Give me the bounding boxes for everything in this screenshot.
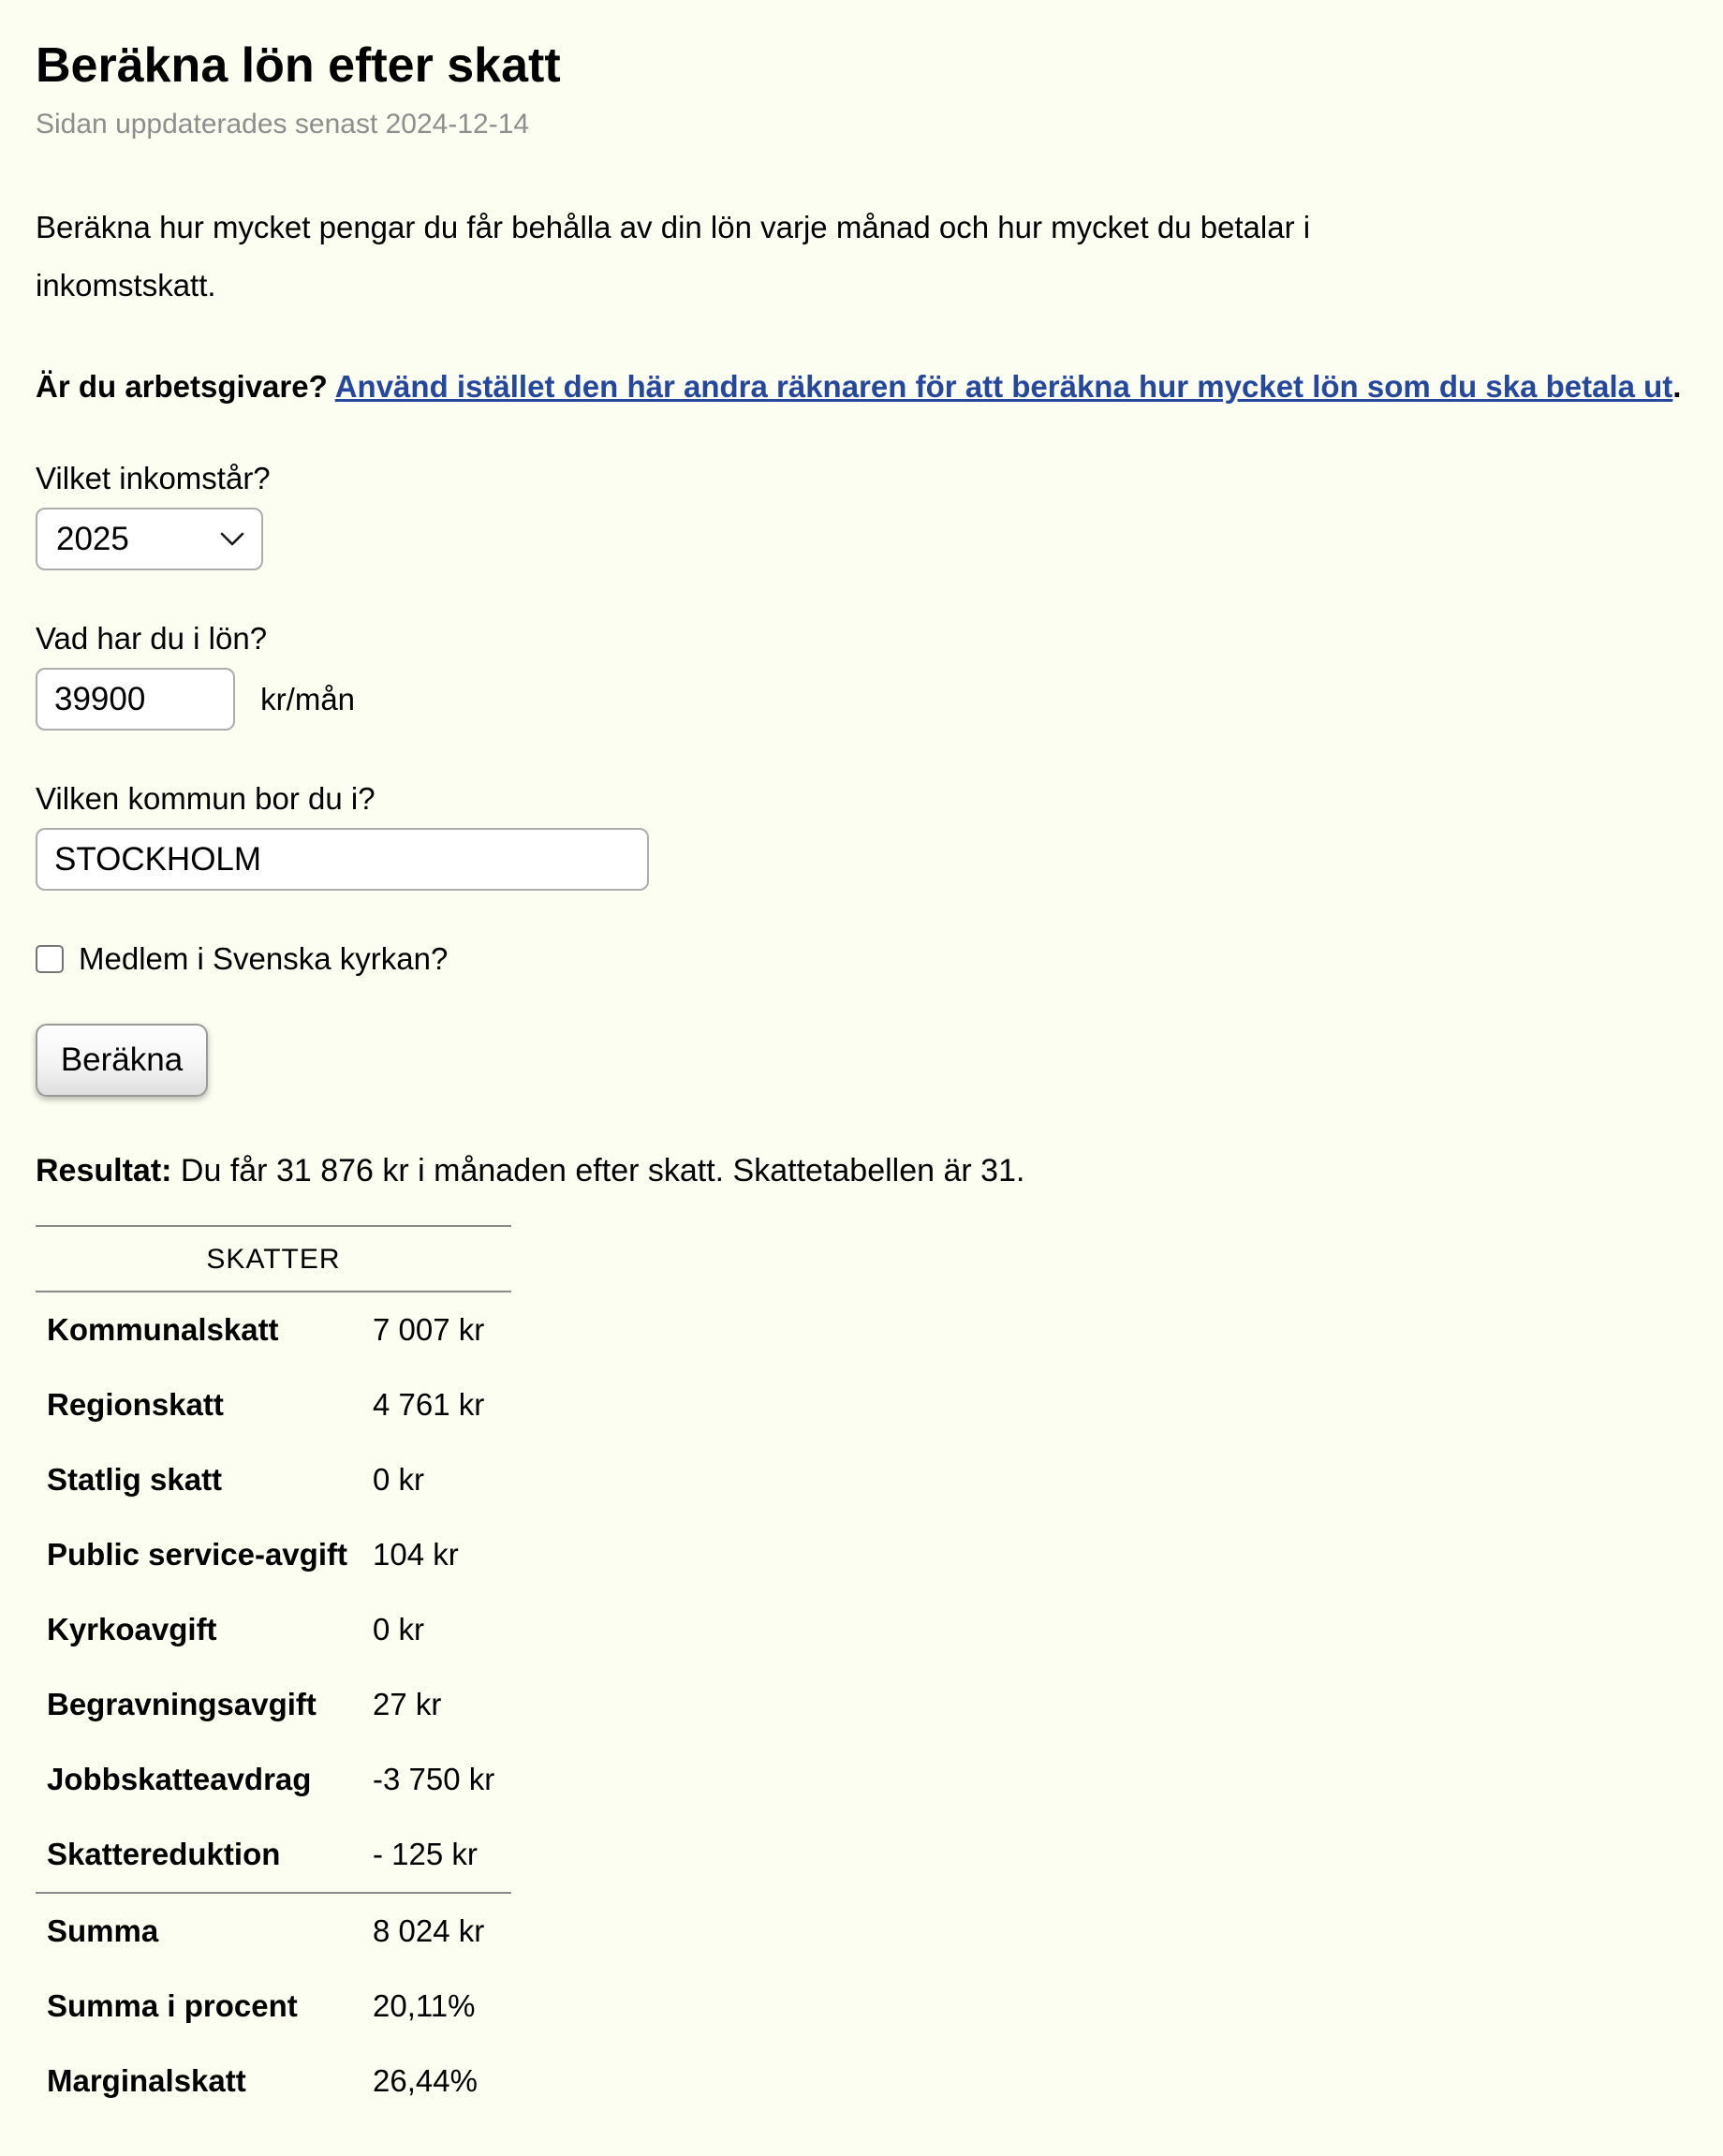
tax-table	[36, 1225, 511, 2119]
income-year-label: Vilket inkomstår?	[36, 461, 271, 495]
tax-row	[36, 1517, 511, 1592]
income-year-select[interactable]	[36, 508, 263, 570]
page-title: Beräkna lön efter skatt	[36, 38, 561, 93]
tax-row-value: - 125 kr	[373, 1837, 478, 1871]
employer-note	[36, 358, 1695, 416]
tax-row	[36, 1667, 511, 1742]
tax-row-label: Statlig skatt	[47, 1462, 223, 1497]
tax-row	[36, 1442, 511, 1517]
intro-paragraph: Beräkna hur mycket pengar du får behålla av din lön varje månad och hur mycket du betalar i inkomstskatt.	[36, 210, 1311, 303]
result-text: Du får 31 876 kr i månaden efter skatt. Skattetabellen är 31.	[180, 1153, 1025, 1189]
tax-row-label: Public service-avgift	[47, 1537, 347, 1572]
salary-input[interactable]	[36, 668, 235, 731]
tax-row-value: 8 024 kr	[373, 1893, 511, 1969]
tax-row-value: 104 kr	[373, 1537, 459, 1572]
municipality-input[interactable]	[36, 828, 649, 891]
tax-table-header-row	[36, 1226, 511, 1292]
tax-row-label: Marginalskatt	[47, 2063, 246, 2098]
tax-row-label: Summa	[36, 1893, 373, 1969]
last-updated-text: Sidan uppdaterades senast 2024-12-14	[36, 109, 530, 140]
tax-row-label: Jobbskatteavdrag	[47, 1762, 312, 1796]
button-row	[36, 1024, 1695, 1097]
tax-row-label: Summa i procent	[47, 1988, 298, 2023]
tax-row	[36, 1292, 511, 1367]
tax-table-header: SKATTER	[36, 1226, 511, 1292]
income-year-select-wrap	[36, 508, 263, 570]
tax-row-value: 27 kr	[373, 1687, 442, 1721]
calculate-button[interactable]: Beräkna	[36, 1024, 208, 1097]
employer-question: Är du arbetsgivare?	[36, 369, 328, 404]
tax-row-label: Begravningsavgift	[47, 1687, 317, 1721]
employer-calculator-link[interactable]: Använd istället den här andra räknaren för att beräkna hur mycket lön som du ska betala ut	[334, 369, 1673, 404]
employer-suffix: .	[1672, 369, 1682, 404]
tax-row-value: 4 761 kr	[373, 1387, 485, 1422]
municipality-label: Vilken kommun bor du i?	[36, 781, 376, 816]
tax-row-label: Kyrkoavgift	[47, 1612, 217, 1647]
tax-row-value: 20,11%	[373, 1988, 476, 2023]
church-member-checkbox[interactable]	[36, 945, 64, 973]
tax-row	[36, 1367, 511, 1442]
tax-row-value: 0 kr	[373, 1462, 425, 1497]
municipality-field	[36, 781, 1695, 891]
tax-row-label: Skattereduktion	[47, 1837, 281, 1871]
tax-row-value: 26,44%	[373, 2063, 478, 2098]
result-line	[36, 1153, 1695, 1189]
tax-summary-row	[36, 1969, 511, 2044]
income-year-field	[36, 461, 1695, 570]
salary-field	[36, 621, 1695, 731]
result-label: Resultat:	[36, 1153, 172, 1189]
tax-row-label: Regionskatt	[47, 1387, 224, 1422]
salary-unit-label: kr/mån	[260, 681, 356, 716]
tax-row	[36, 1592, 511, 1667]
church-member-row	[36, 941, 1695, 977]
salary-label: Vad har du i lön?	[36, 621, 268, 656]
tax-summary-row	[36, 2044, 511, 2119]
tax-row	[36, 1817, 511, 1893]
tax-row	[36, 1742, 511, 1817]
tax-row-value: 7 007 kr	[373, 1312, 485, 1347]
church-member-label: Medlem i Svenska kyrkan?	[79, 941, 449, 976]
tax-row-value: 0 kr	[373, 1612, 425, 1647]
tax-row-value: -3 750 kr	[373, 1762, 495, 1796]
tax-row-label: Kommunalskatt	[47, 1312, 279, 1347]
tax-summary-row	[36, 1893, 511, 1969]
